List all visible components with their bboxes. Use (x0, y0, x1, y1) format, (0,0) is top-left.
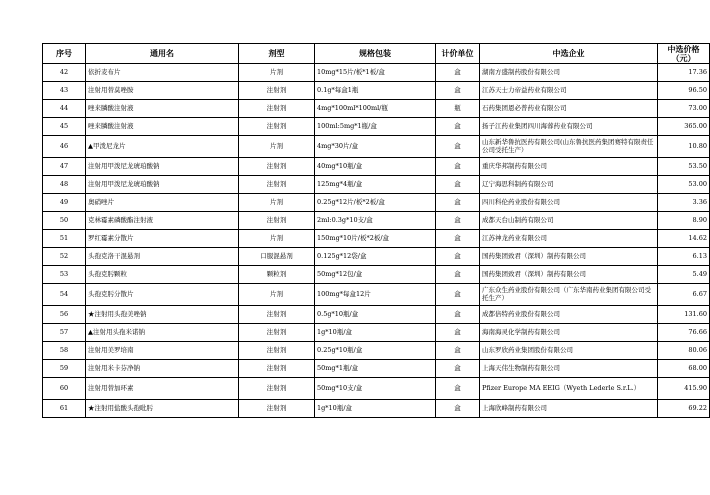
header-seq: 序号 (43, 44, 86, 64)
cell-name: 注射用甲泼尼龙琥珀酸钠 (86, 158, 239, 176)
header-price-line2: （元） (671, 53, 696, 63)
table-row (43, 212, 710, 230)
cell-unit: 盒 (436, 230, 480, 248)
cell-price: 76.66 (658, 324, 710, 342)
cell-form: 注射剂 (239, 360, 315, 378)
cell-name: ★注射用盐酸头孢吡肟 (86, 400, 239, 418)
cell-unit: 盒 (436, 158, 480, 176)
cell-price: 53.50 (658, 158, 710, 176)
cell-name: 依折麦布片 (86, 64, 239, 82)
cell-spec: 50mg*1瓶/盒 (315, 360, 436, 378)
cell-unit: 盒 (436, 212, 480, 230)
cell-name: 罗红霉素分散片 (86, 230, 239, 248)
cell-name: 注射用美罗培南 (86, 342, 239, 360)
cell-price: 17.36 (658, 64, 710, 82)
table-row (43, 360, 710, 378)
table-row (43, 158, 710, 176)
cell-spec: 0.1g*每盒1瓶 (315, 82, 436, 100)
cell-unit: 盒 (436, 248, 480, 266)
cell-form: 片剂 (239, 284, 315, 306)
table-row (43, 82, 710, 100)
table-row (43, 118, 710, 136)
cell-form: 注射剂 (239, 100, 315, 118)
table-row (43, 400, 710, 418)
cell-company: 上海天伟生物制药有限公司 (480, 360, 658, 378)
cell-name: ▲注射用头孢米诺钠 (86, 324, 239, 342)
cell-price: 73.00 (658, 100, 710, 118)
header-row (43, 44, 710, 64)
cell-seq: 60 (43, 378, 86, 400)
cell-name: 唑来膦酸注射液 (86, 100, 239, 118)
table-row (43, 100, 710, 118)
cell-company: 江苏神龙药业有限公司 (480, 230, 658, 248)
cell-price: 68.00 (658, 360, 710, 378)
cell-seq: 48 (43, 176, 86, 194)
cell-unit: 盒 (436, 82, 480, 100)
cell-unit: 盒 (436, 324, 480, 342)
cell-company: 成都倍特药业股份有限公司 (480, 306, 658, 324)
cell-form: 片剂 (239, 194, 315, 212)
cell-spec: 40mg*10瓶/盒 (315, 158, 436, 176)
cell-seq: 59 (43, 360, 86, 378)
header-price-line1: 中选价格 (667, 44, 700, 54)
cell-name: 头孢克洛干混悬剂 (86, 248, 239, 266)
cell-company: 广东众生药业股份有限公司（广东华南药业集团有限公司受托生产） (480, 284, 658, 306)
cell-seq: 50 (43, 212, 86, 230)
cell-spec: 10mg*15片/板*1板/盒 (315, 64, 436, 82)
cell-form: 注射剂 (239, 158, 315, 176)
cell-company: 国药集团致君（深圳）制药有限公司 (480, 248, 658, 266)
cell-seq: 58 (43, 342, 86, 360)
cell-seq: 53 (43, 266, 86, 284)
table-row (43, 266, 710, 284)
cell-unit: 盒 (436, 378, 480, 400)
cell-seq: 52 (43, 248, 86, 266)
cell-unit: 盒 (436, 266, 480, 284)
cell-unit: 盒 (436, 306, 480, 324)
cell-spec: 125mg*4瓶/盒 (315, 176, 436, 194)
cell-form: 注射剂 (239, 342, 315, 360)
cell-name: 注射用替加环素 (86, 378, 239, 400)
cell-price: 53.00 (658, 176, 710, 194)
table-row (43, 176, 710, 194)
cell-form: 注射剂 (239, 82, 315, 100)
cell-unit: 盒 (436, 176, 480, 194)
cell-seq: 42 (43, 64, 86, 82)
cell-unit: 盒 (436, 284, 480, 306)
cell-spec: 100ml:5mg*1瓶/盒 (315, 118, 436, 136)
header-unit: 计价单位 (436, 44, 480, 64)
cell-spec: 0.25g*12片/板*2板/盒 (315, 194, 436, 212)
cell-seq: 49 (43, 194, 86, 212)
table-row (43, 324, 710, 342)
cell-form: 片剂 (239, 230, 315, 248)
cell-company: 江苏天士力帝益药业有限公司 (480, 82, 658, 100)
cell-company: 湖南方盛制药股份有限公司 (480, 64, 658, 82)
cell-price: 8.90 (658, 212, 710, 230)
cell-spec: 4mg*30片/盒 (315, 136, 436, 158)
cell-spec: 50mg*10支/盒 (315, 378, 436, 400)
cell-spec: 0.5g*10瓶/盒 (315, 306, 436, 324)
header-price (658, 44, 710, 64)
cell-company: Pfizer Europe MA EEIG（Wyeth Lederle S.r.L.） (480, 378, 658, 400)
table-row (43, 342, 710, 360)
cell-seq: 57 (43, 324, 86, 342)
cell-unit: 盒 (436, 118, 480, 136)
cell-name: 注射用米卡芬净钠 (86, 360, 239, 378)
cell-form: 注射剂 (239, 118, 315, 136)
cell-name: 注射用甲泼尼龙琥珀酸钠 (86, 176, 239, 194)
cell-price: 14.62 (658, 230, 710, 248)
cell-form: 注射剂 (239, 378, 315, 400)
cell-price: 6.13 (658, 248, 710, 266)
table-row (43, 248, 710, 266)
cell-spec: 0.125g*12袋/盒 (315, 248, 436, 266)
cell-name: ▲甲泼尼龙片 (86, 136, 239, 158)
cell-spec: 4mg*100ml*100ml/瓶 (315, 100, 436, 118)
cell-company: 辽宁海思科制药有限公司 (480, 176, 658, 194)
header-spec: 规格包装 (315, 44, 436, 64)
cell-price: 10.80 (658, 136, 710, 158)
cell-company: 重庆华邦制药有限公司 (480, 158, 658, 176)
cell-company: 上海欣峰制药有限公司 (480, 400, 658, 418)
cell-unit: 盒 (436, 136, 480, 158)
cell-company: 国药集团致君（深圳）制药有限公司 (480, 266, 658, 284)
cell-seq: 43 (43, 82, 86, 100)
cell-price: 80.06 (658, 342, 710, 360)
cell-company: 山东罗欣药业集团股份有限公司 (480, 342, 658, 360)
cell-spec: 50mg*12包/盒 (315, 266, 436, 284)
cell-price: 3.36 (658, 194, 710, 212)
table-row (43, 306, 710, 324)
cell-spec: 1g*10瓶/盒 (315, 400, 436, 418)
cell-price: 69.22 (658, 400, 710, 418)
cell-form: 注射剂 (239, 324, 315, 342)
cell-unit: 瓶 (436, 100, 480, 118)
cell-spec: 1g*10瓶/盒 (315, 324, 436, 342)
cell-name: 注射用替莫唑胺 (86, 82, 239, 100)
cell-seq: 54 (43, 284, 86, 306)
cell-company: 四川科伦药业股份有限公司 (480, 194, 658, 212)
cell-unit: 盒 (436, 194, 480, 212)
cell-seq: 45 (43, 118, 86, 136)
cell-seq: 44 (43, 100, 86, 118)
cell-spec: 150mg*10片/板*2板/盒 (315, 230, 436, 248)
cell-price: 96.50 (658, 82, 710, 100)
cell-seq: 46 (43, 136, 86, 158)
cell-spec: 100mg*每盒12片 (315, 284, 436, 306)
cell-name: 唑来膦酸注射液 (86, 118, 239, 136)
cell-form: 颗粒剂 (239, 266, 315, 284)
cell-price: 365.00 (658, 118, 710, 136)
header-name: 通用名 (86, 44, 239, 64)
header-company: 中选企业 (480, 44, 658, 64)
cell-seq: 56 (43, 306, 86, 324)
header-form: 剂型 (239, 44, 315, 64)
cell-form: 注射剂 (239, 176, 315, 194)
cell-seq: 51 (43, 230, 86, 248)
cell-company: 成都天台山制药有限公司 (480, 212, 658, 230)
table-row (43, 194, 710, 212)
cell-price: 415.90 (658, 378, 710, 400)
cell-form: 注射剂 (239, 400, 315, 418)
cell-name: 奥硝唑片 (86, 194, 239, 212)
cell-price: 5.49 (658, 266, 710, 284)
cell-unit: 盒 (436, 360, 480, 378)
cell-price: 6.67 (658, 284, 710, 306)
cell-form: 片剂 (239, 64, 315, 82)
cell-form: 注射剂 (239, 212, 315, 230)
cell-form: 注射剂 (239, 306, 315, 324)
cell-name: 头孢克肟分散片 (86, 284, 239, 306)
cell-form: 口服混悬剂 (239, 248, 315, 266)
cell-seq: 61 (43, 400, 86, 418)
cell-company: 海南海灵化学制药有限公司 (480, 324, 658, 342)
cell-unit: 盒 (436, 64, 480, 82)
table-row (43, 378, 710, 400)
cell-spec: 2ml:0.3g*10支/盒 (315, 212, 436, 230)
cell-company: 山东新华鲁抗医药有限公司(山东鲁抗医药集团赛特有限责任公司受托生产） (480, 136, 658, 158)
cell-form: 片剂 (239, 136, 315, 158)
table-row (43, 284, 710, 306)
table-row (43, 136, 710, 158)
cell-spec: 0.25g*10瓶/盒 (315, 342, 436, 360)
table-row (43, 64, 710, 82)
cell-name: ★注射用头孢美唑钠 (86, 306, 239, 324)
cell-unit: 盒 (436, 400, 480, 418)
cell-company: 扬子江药业集团四川海蓉药业有限公司 (480, 118, 658, 136)
cell-price: 131.60 (658, 306, 710, 324)
cell-company: 石药集团恩必普药业有限公司 (480, 100, 658, 118)
drug-price-table (42, 43, 710, 418)
cell-name: 克林霉素磷酸酯注射液 (86, 212, 239, 230)
cell-unit: 盒 (436, 342, 480, 360)
cell-name: 头孢克肟颗粒 (86, 266, 239, 284)
cell-seq: 47 (43, 158, 86, 176)
table-row (43, 230, 710, 248)
